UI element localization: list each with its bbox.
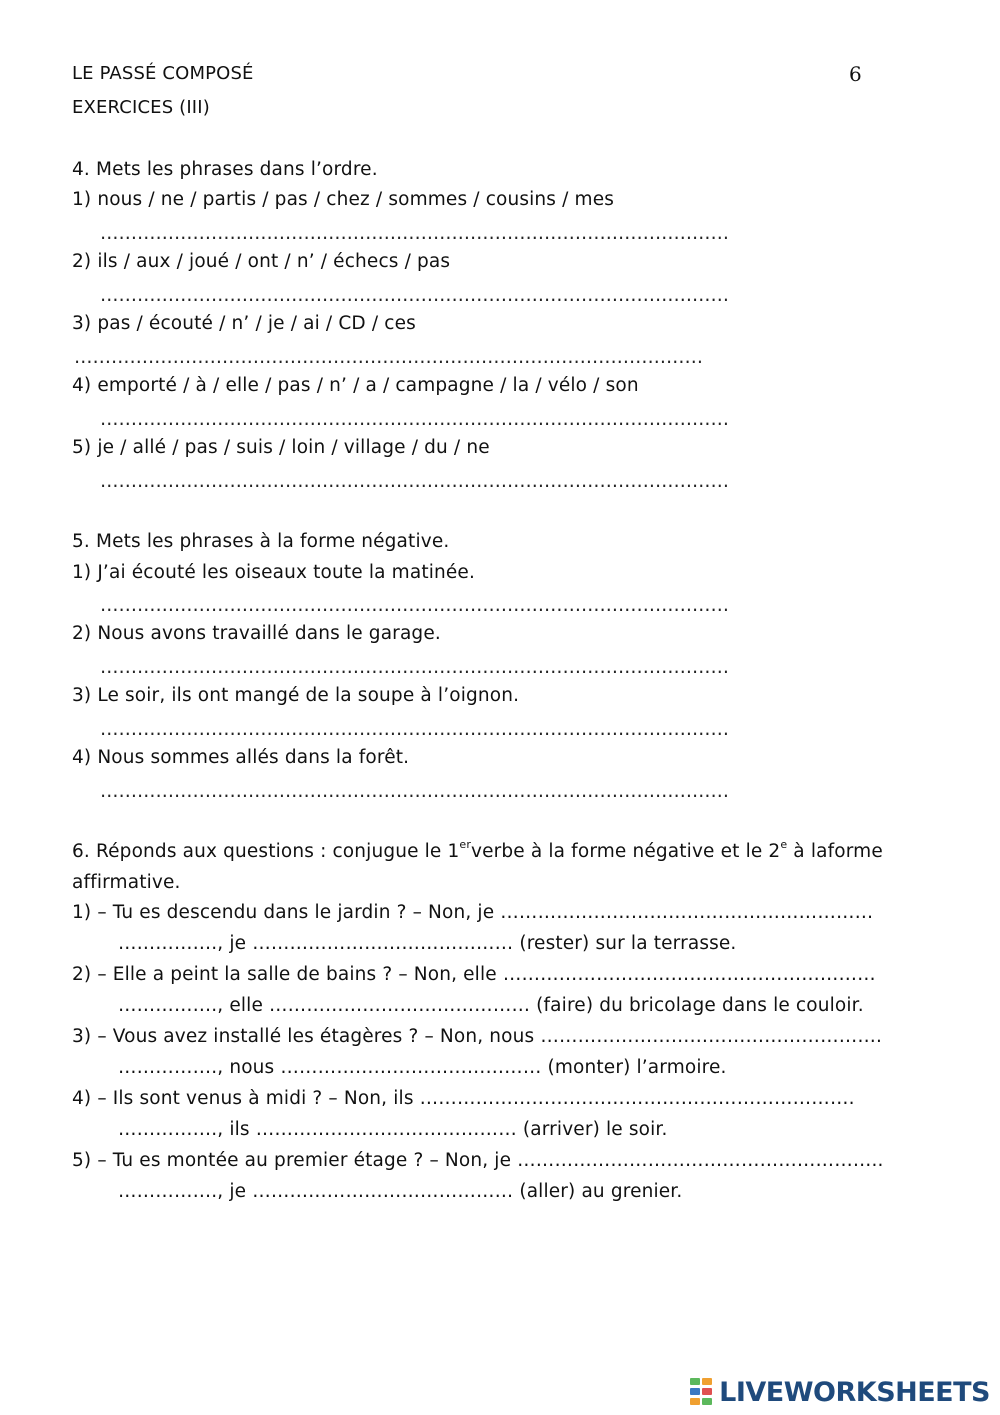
exercise-5-title: 5. Mets les phrases à la forme négative. bbox=[72, 531, 450, 552]
liveworksheets-logo-icon bbox=[690, 1377, 715, 1407]
exercise-4-item-2: 2) ils / aux / joué / ont / n’ / échecs / pas bbox=[72, 251, 451, 272]
exercise-5-item-4: 4) Nous sommes allés dans la forêt. bbox=[72, 747, 410, 768]
exercise-6-title-part-b: verbe à la forme négative et le 2 bbox=[471, 841, 781, 862]
exercise-6-title-part-c: à laforme bbox=[787, 841, 883, 862]
exercise-4-item-4: 4) emporté / à / elle / pas / n’ / a / campagne / la / vélo / son bbox=[72, 375, 639, 396]
worksheet-title: LE PASSÉ COMPOSÉ bbox=[72, 63, 254, 84]
exercise-5-answer-3[interactable]: ………………………………………………………………………………………… bbox=[100, 719, 729, 740]
exercise-6-title-sup-2: e bbox=[780, 837, 788, 851]
exercise-5-item-2: 2) Nous avons travaillé dans le garage. bbox=[72, 623, 441, 644]
exercise-6-answer-5[interactable]: ……………., je …………………………………… (aller) au grenier. bbox=[118, 1181, 683, 1202]
liveworksheets-brand[interactable]: LIVEWORKSHEETS bbox=[719, 1376, 990, 1408]
exercise-4-item-3: 3) pas / écouté / n’ / je / ai / CD / ces bbox=[72, 313, 416, 334]
exercise-4-answer-1[interactable]: ………………………………………………………………………………………… bbox=[100, 223, 729, 244]
exercise-6-answer-1[interactable]: ……………., je …………………………………… (rester) sur la terrasse. bbox=[118, 933, 737, 954]
exercise-4-answer-4[interactable]: ………………………………………………………………………………………… bbox=[100, 409, 729, 430]
exercise-6-question-5: 5) – Tu es montée au premier étage ? – Non, je ………………………………………………….. bbox=[72, 1150, 884, 1171]
exercise-6-question-4: 4) – Ils sont venus à midi ? – Non, ils ……………………………………………………………. bbox=[72, 1088, 855, 1109]
exercise-4-item-5: 5) je / allé / pas / suis / loin / village / du / ne bbox=[72, 437, 490, 458]
exercise-4-answer-5[interactable]: ………………………………………………………………………………………… bbox=[100, 471, 729, 492]
exercise-6-title-line-2: affirmative. bbox=[72, 872, 181, 893]
exercise-6-answer-4[interactable]: ……………., ils …………………………………… (arriver) le soir. bbox=[118, 1119, 668, 1140]
exercise-6-answer-2[interactable]: ……………., elle …………………………………… (faire) du bricolage dans le couloir. bbox=[118, 995, 864, 1016]
exercise-5-item-1: 1) J’ai écouté les oiseaux toute la matinée. bbox=[72, 562, 475, 583]
exercise-5-answer-1[interactable]: ………………………………………………………………………………………… bbox=[100, 595, 729, 616]
exercise-4-title: 4. Mets les phrases dans l’ordre. bbox=[72, 159, 378, 180]
exercise-6-title-part-a: 6. Réponds aux questions : conjugue le 1 bbox=[72, 841, 460, 862]
exercise-4-item-1: 1) nous / ne / partis / pas / chez / sommes / cousins / mes bbox=[72, 189, 615, 210]
exercise-5-answer-2[interactable]: ………………………………………………………………………………………… bbox=[100, 657, 729, 678]
liveworksheets-footer bbox=[690, 1375, 990, 1409]
exercise-4-answer-3[interactable]: ………………………………………………………………………………………… bbox=[74, 347, 703, 368]
exercise-5-answer-4[interactable]: ………………………………………………………………………………………… bbox=[100, 781, 729, 802]
exercise-5-item-3: 3) Le soir, ils ont mangé de la soupe à l’oignon. bbox=[72, 685, 520, 706]
page-number: 6 bbox=[849, 62, 862, 86]
exercise-4-answer-2[interactable]: ………………………………………………………………………………………… bbox=[100, 285, 729, 306]
exercise-6-title-sup-1: er bbox=[459, 837, 472, 851]
exercise-6-question-1: 1) – Tu es descendu dans le jardin ? – Non, je …………………………………………………… bbox=[72, 902, 874, 923]
exercise-6-title bbox=[72, 837, 883, 864]
exercise-6-question-3: 3) – Vous avez installé les étagères ? – Non, nous ………………………………………………. bbox=[72, 1026, 883, 1047]
exercise-6-question-2: 2) – Elle a peint la salle de bains ? – Non, elle …………………………………………………… bbox=[72, 964, 876, 985]
exercise-6-answer-3[interactable]: ……………., nous …………………………………… (monter) l’armoire. bbox=[118, 1057, 727, 1078]
worksheet-subtitle: EXERCICES (III) bbox=[72, 97, 210, 118]
